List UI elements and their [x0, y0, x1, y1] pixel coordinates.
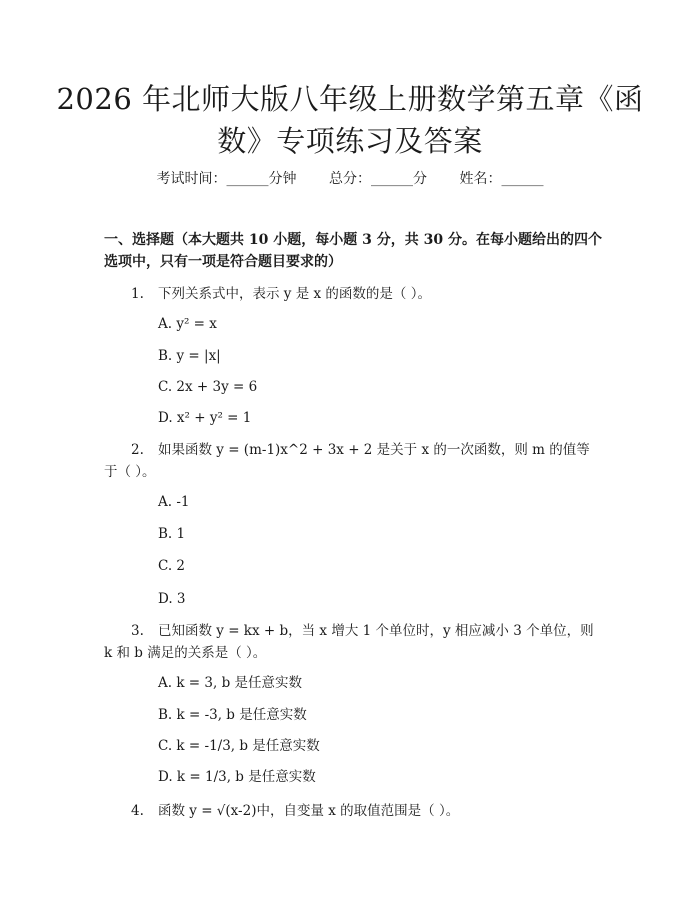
question-3-option-d: D. k = 1/3, b 是任意实数: [158, 769, 316, 785]
exam-time-field: 考试时间：______分钟: [156, 171, 297, 187]
question-1-option-c: C. 2x + 3y = 6: [158, 379, 258, 395]
question-1-option-d: D. x² + y² = 1: [158, 410, 252, 426]
question-2-stem: [104, 439, 602, 483]
question-2-option-b: B. 1: [158, 526, 186, 542]
question-number: 3.: [131, 623, 144, 639]
student-name-field: 姓名：______: [459, 171, 544, 187]
question-3-option-a: A. k = 3, b 是任意实数: [158, 675, 303, 691]
section-heading-multiple-choice: 一、选择题（本大题共 10 小题，每小题 3 分，共 30 分。在每小题给出的四个选项中，只有一项是符合题目要求的）: [104, 232, 602, 270]
question-3-option-b: B. k = -3, b 是任意实数: [158, 707, 307, 723]
question-2-option-d: D. 3: [158, 591, 186, 607]
question-number: 1.: [131, 286, 144, 302]
question-text: 函数 y = √(x-2)中，自变量 x 的取值范围是（ ）。: [158, 803, 460, 819]
question-1-option-b: B. y = |x|: [158, 348, 221, 364]
question-3-stem: [104, 620, 602, 664]
total-score-field: 总分：______分: [329, 171, 427, 187]
title-line-2: 数》专项练习及答案: [217, 124, 483, 158]
question-text: 如果函数 y = (m-1)x^2 + 3x + 2 是关于 x 的一次函数，则 m 的值等于（ ）。: [104, 442, 590, 480]
question-2-option-c: C. 2: [158, 558, 186, 574]
question-4-stem: [104, 800, 602, 822]
question-3-option-c: C. k = -1/3, b 是任意实数: [158, 738, 320, 754]
question-text: 已知函数 y = kx + b，当 x 增大 1 个单位时，y 相应减小 3 个单位，则 k 和 b 满足的关系是（ ）。: [104, 623, 594, 661]
question-number: 4.: [131, 803, 144, 819]
question-number: 2.: [131, 442, 144, 458]
document-title: [0, 78, 700, 162]
exam-info-row: [0, 168, 700, 188]
question-2-option-a: A. -1: [158, 494, 190, 510]
question-text: 下列关系式中，表示 y 是 x 的函数的是（ ）。: [158, 286, 431, 302]
question-1-option-a: A. y² = x: [158, 316, 217, 332]
title-line-1: 2026 年北师大版八年级上册数学第五章《函: [56, 82, 644, 116]
question-1-stem: [104, 283, 602, 305]
